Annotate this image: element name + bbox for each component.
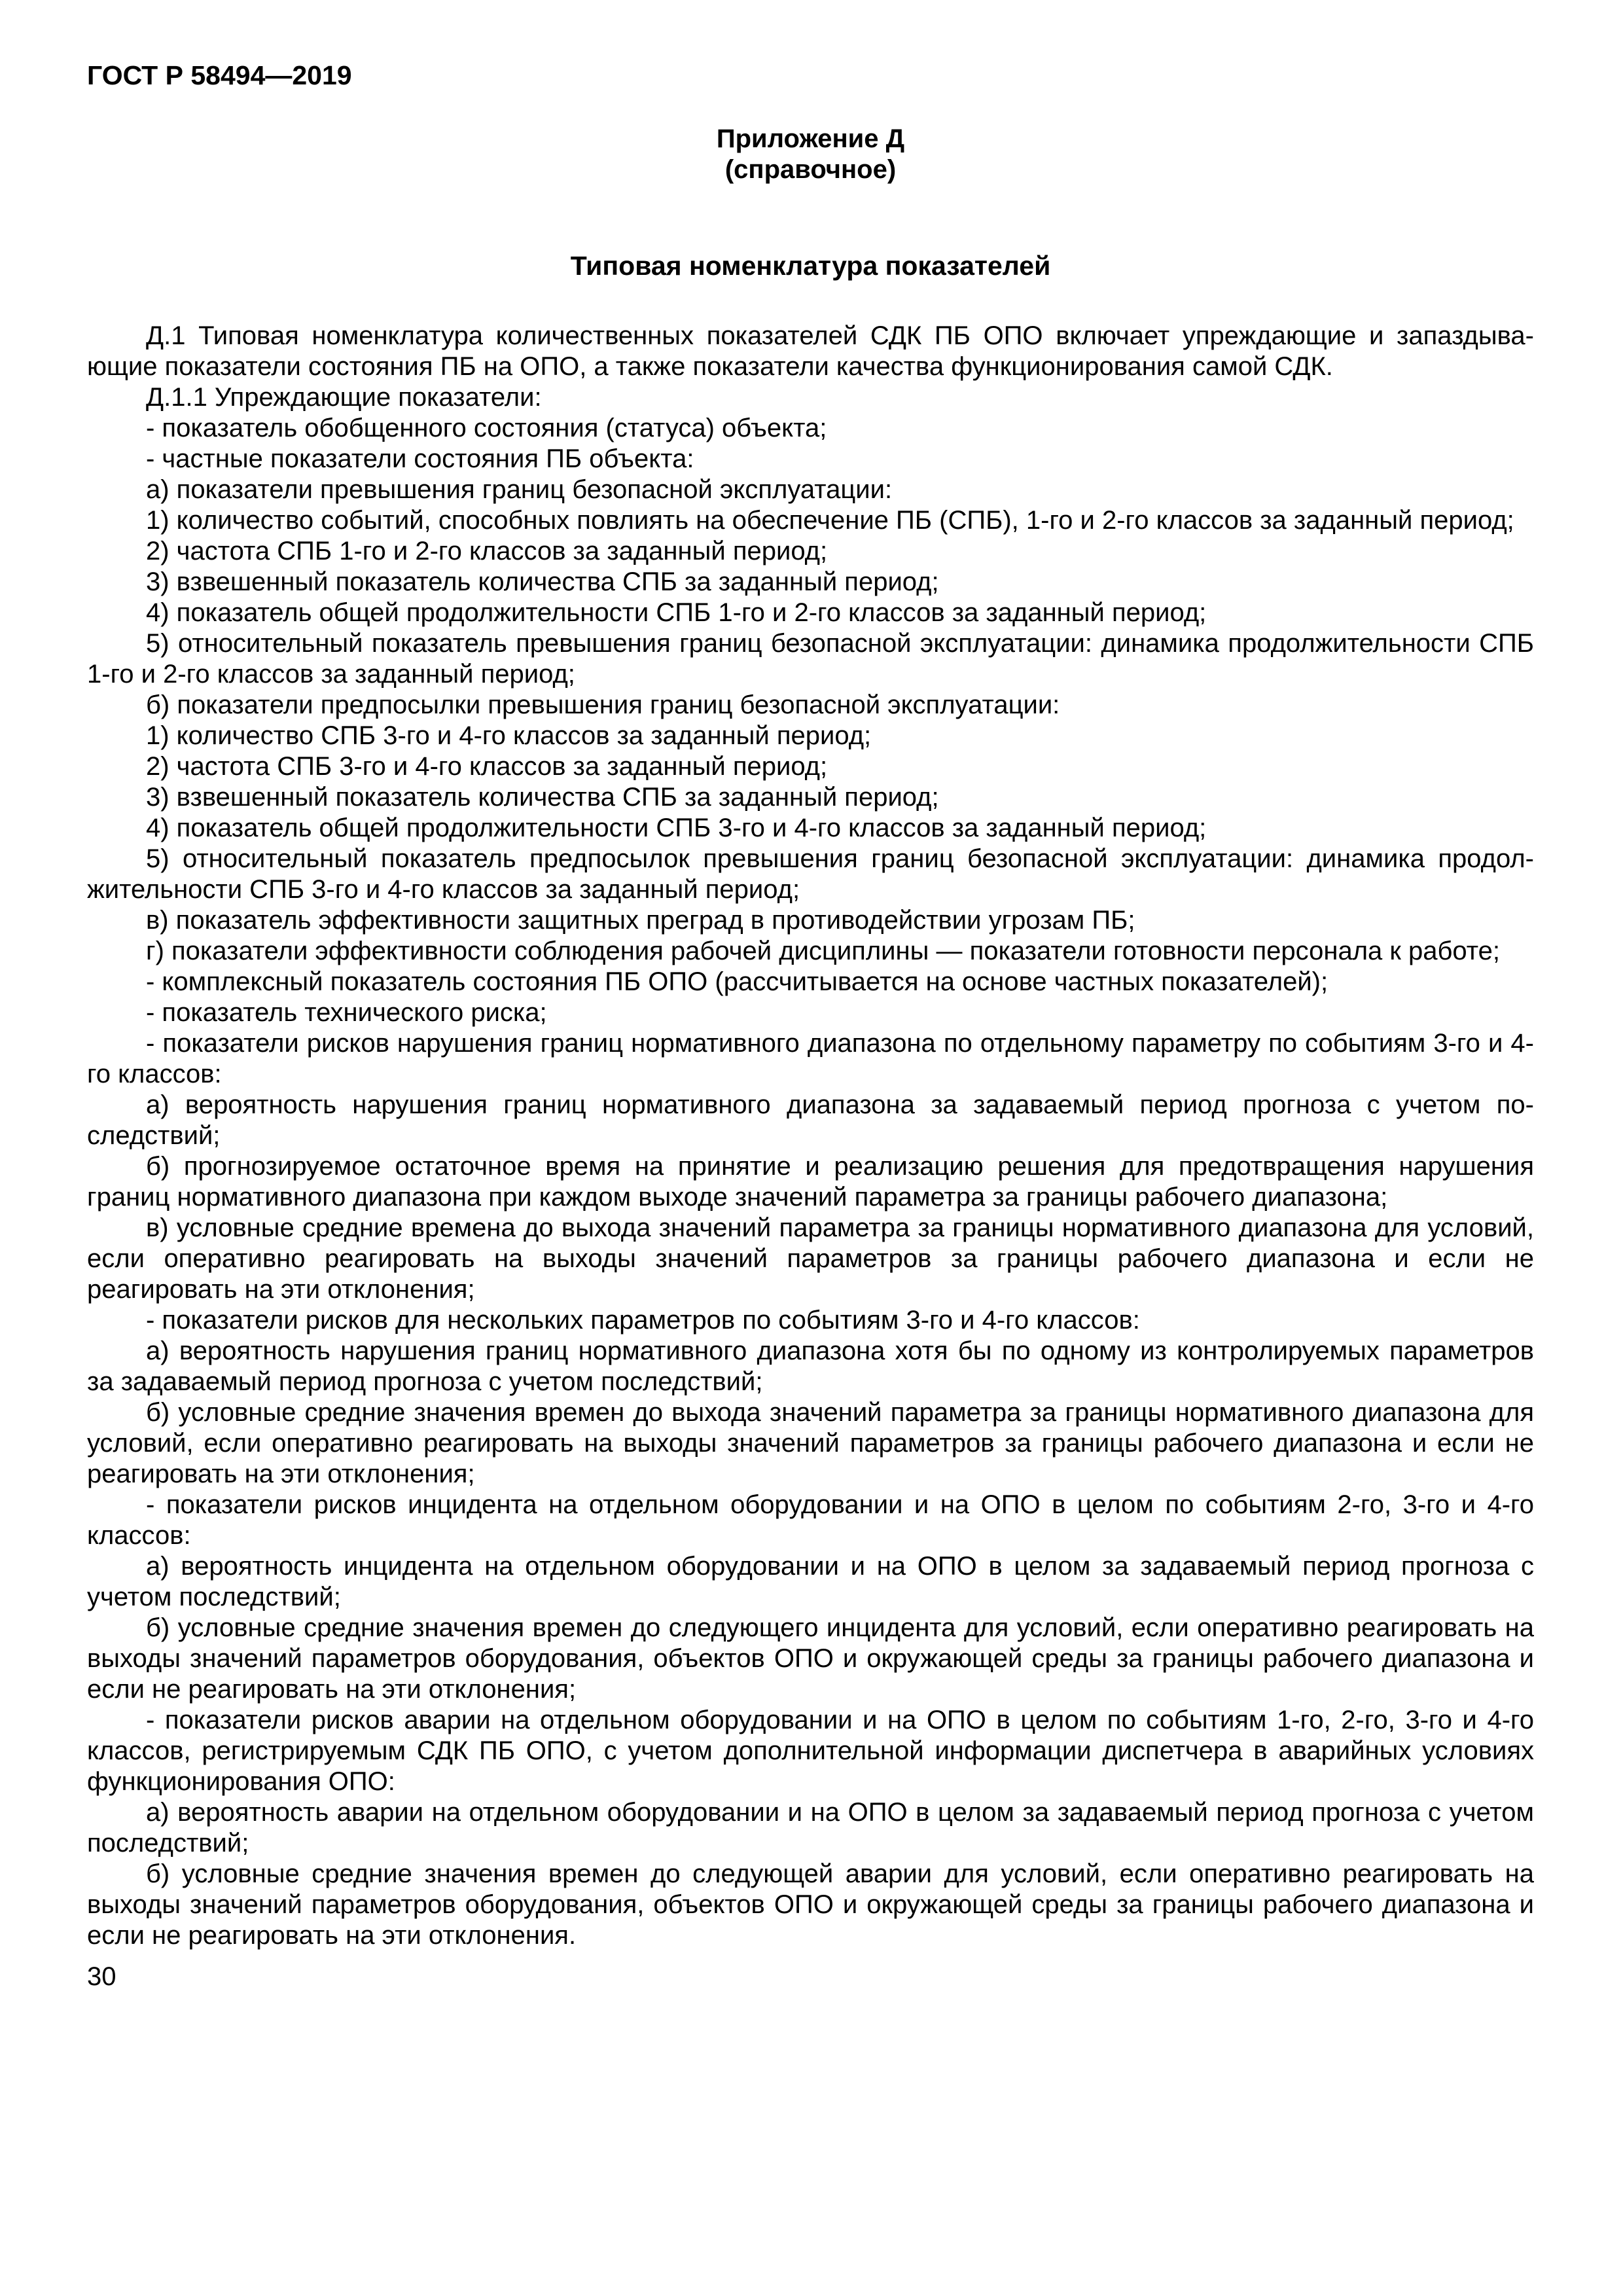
paragraph: - показатель технического риска;	[146, 998, 547, 1027]
paragraph: а) вероятность инцидента на отдельном оборудовании и на ОПО в целом за задаваемый период прогноза с учетом последствий;	[87, 1552, 1534, 1611]
paragraph: б) условные средние значения времен до следующей аварии для условий, если оперативно реагировать на выходы значений параметров оборудования, объектов ОПО и окружающей среды за границы рабочего диапазона и если не реагировать на эти отклонения.	[87, 1859, 1534, 1950]
page-number: 30	[87, 1962, 116, 1991]
paragraph: 5) относительный показатель предпосылок превышения границ безопасной эксплуатации: динамика продолжительности СПБ 3-го и 4-го классов за заданный период;	[87, 844, 1534, 904]
paragraph: 2) частота СПБ 3-го и 4-го классов за заданный период;	[146, 752, 828, 781]
paragraph: - показатели рисков нарушения границ нормативного диапазона по отдельному параметру по событиям 3-го и 4-го классов:	[87, 1029, 1534, 1088]
paragraph: Д.1 Типовая номенклатура количественных показателей СДК ПБ ОПО включает упреждающие и запаздывающие показатели состояния ПБ на ОПО, а также показатели качества функционирования самой СДК.	[87, 321, 1534, 381]
document-body	[87, 321, 1534, 1951]
paragraph: а) показатели превышения границ безопасной эксплуатации:	[146, 475, 893, 504]
paragraph: 1) количество событий, способных повлиять на обеспечение ПБ (СПБ), 1-го и 2-го классов за заданный период;	[146, 506, 1514, 535]
paragraph: б) показатели предпосылки превышения границ безопасной эксплуатации:	[146, 691, 1060, 719]
paragraph: 4) показатель общей продолжительности СПБ 1-го и 2-го классов за заданный период;	[146, 598, 1207, 627]
paragraph: г) показатели эффективности соблюдения рабочей дисциплины — показатели готовности персонала к работе;	[146, 937, 1501, 965]
paragraph: 5) относительный показатель превышения границ безопасной эксплуатации: динамика продолжительности СПБ 1-го и 2-го классов за заданный период;	[87, 629, 1534, 689]
paragraph: - показатель обобщенного состояния (статуса) объекта;	[146, 414, 827, 442]
paragraph: а) вероятность нарушения границ нормативного диапазона хотя бы по одному из контролируемых параметров за задаваемый период прогноза с учетом последствий;	[87, 1336, 1534, 1396]
appendix-block	[87, 124, 1534, 185]
paragraph: 4) показатель общей продолжительности СПБ 3-го и 4-го классов за заданный период;	[146, 814, 1207, 842]
paragraph: - показатели рисков аварии на отдельном оборудовании и на ОПО в целом по событиям 1-го, 2-го, 3-го и 4-го классов, регистрируемым СДК ПБ ОПО, с учетом дополнительной информации диспетчера в аварийных условиях функционирования ОПО:	[87, 1706, 1534, 1796]
paragraph: а) вероятность аварии на отдельном оборудовании и на ОПО в целом за задаваемый период прогноза с учетом последствий;	[87, 1798, 1534, 1857]
paragraph: б) условные средние значения времен до следующего инцидента для условий, если оперативно реагировать на выходы значений параметров оборудования, объектов ОПО и окружающей среды за границы рабочего диапазона и если не реагировать на эти отклонения;	[87, 1613, 1534, 1704]
appendix-type: (справочное)	[724, 155, 897, 184]
appendix-label: Приложение Д	[716, 124, 905, 153]
paragraph: 2) частота СПБ 1-го и 2-го классов за заданный период;	[146, 537, 828, 565]
paragraph: в) показатель эффективности защитных преград в противодействии угрозам ПБ;	[146, 906, 1135, 935]
paragraph: Д.1.1 Упреждающие показатели:	[146, 383, 542, 412]
paragraph: 3) взвешенный показатель количества СПБ за заданный период;	[146, 567, 939, 596]
document-number: ГОСТ Р 58494—2019	[87, 60, 352, 90]
paragraph: б) прогнозируемое остаточное время на принятие и реализацию решения для предотвращения нарушения границ нормативного диапазона при каждом выходе значений параметра за границы рабочего диапазона;	[87, 1152, 1534, 1211]
paragraph: - показатели рисков инцидента на отдельном оборудовании и на ОПО в целом по событиям 2-го, 3-го и 4-го классов:	[87, 1490, 1534, 1550]
paragraph: а) вероятность нарушения границ нормативного диапазона за задаваемый период прогноза с учетом последствий;	[87, 1090, 1534, 1150]
paragraph: 3) взвешенный показатель количества СПБ за заданный период;	[146, 783, 939, 812]
paragraph: - комплексный показатель состояния ПБ ОПО (рассчитывается на основе частных показателей);	[146, 967, 1329, 996]
paragraph: в) условные средние времена до выхода значений параметра за границы нормативного диапазона для условий, если оперативно реагировать на выходы значений параметров за границы рабочего диапазона и если не реагировать на эти отклонения;	[87, 1213, 1534, 1304]
paragraph: - показатели рисков для нескольких параметров по событиям 3-го и 4-го классов:	[146, 1306, 1140, 1335]
paragraph: 1) количество СПБ 3-го и 4-го классов за заданный период;	[146, 721, 872, 750]
section-title: Типовая номенклатура показателей	[570, 251, 1051, 281]
paragraph: - частные показатели состояния ПБ объекта:	[146, 444, 694, 473]
paragraph: б) условные средние значения времен до выхода значений параметра за границы нормативного диапазона для условий, если оперативно реагировать на выходы значений параметров за границы рабочего диапазона и если не реагировать на эти отклонения;	[87, 1398, 1534, 1488]
